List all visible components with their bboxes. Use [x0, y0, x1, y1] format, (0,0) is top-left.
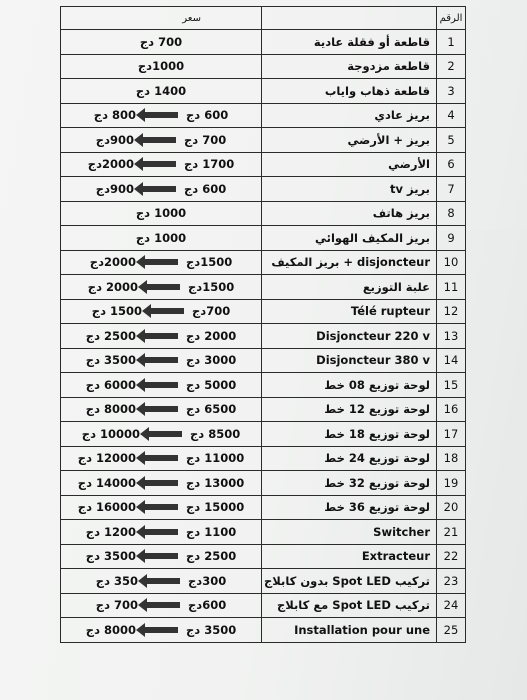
table-row: [61, 79, 466, 104]
row-number: 24: [437, 593, 466, 618]
left-arrow-icon: [144, 529, 178, 535]
item-name: تركيب Spot LED بدون كابلاج: [262, 569, 437, 594]
new-price: 700 دج: [95, 598, 138, 613]
price-change: [78, 451, 244, 465]
old-price: 3000 دج: [186, 353, 237, 368]
price-cell: [61, 79, 262, 104]
row-number: 9: [437, 226, 466, 251]
price-change: [82, 427, 240, 441]
item-name: لوحة توزيع 32 خط: [262, 471, 437, 496]
row-number: 5: [437, 128, 466, 153]
left-arrow-icon: [144, 406, 178, 412]
new-price: 14000 دج: [77, 475, 136, 490]
item-name: Extracteur: [262, 544, 437, 569]
item-name: قاطعة ذهاب واياب: [262, 79, 437, 104]
item-name: قاطعة مزدوجة: [262, 54, 437, 79]
price-cell: [61, 348, 262, 373]
old-price: 1000 دج: [135, 230, 187, 245]
old-price: 1000دج: [137, 59, 185, 74]
row-number: 23: [437, 569, 466, 594]
old-price: 1700 دج: [184, 157, 235, 172]
old-price: 700 دج: [139, 34, 183, 49]
price-change: [140, 35, 182, 49]
old-price: 2500 دج: [186, 549, 237, 564]
price-cell: [61, 128, 262, 153]
table-row: [61, 177, 466, 202]
new-price: 350 دج: [95, 573, 138, 588]
new-price: 12000 دج: [77, 451, 136, 466]
left-arrow-icon: [144, 504, 178, 510]
table-row: [61, 520, 466, 545]
price-cell: [61, 152, 262, 177]
old-price: 600 دج: [186, 108, 229, 123]
item-name: علبة التوزيع: [262, 275, 437, 300]
item-name: Disjoncteur 220 v: [262, 324, 437, 349]
table-row: [61, 103, 466, 128]
old-price: 1500دج: [186, 255, 233, 270]
table-row: [61, 422, 466, 447]
left-arrow-icon: [144, 553, 178, 559]
price-cell: [61, 422, 262, 447]
old-price: 8500 دج: [190, 426, 241, 441]
price-cell: [61, 275, 262, 300]
left-arrow-icon: [144, 455, 178, 461]
table-row: [61, 495, 466, 520]
table-row: [61, 618, 466, 643]
row-number: 7: [437, 177, 466, 202]
new-price: 900دج: [95, 181, 134, 196]
table-row: [61, 275, 466, 300]
table-row: [61, 324, 466, 349]
price-cell: [61, 544, 262, 569]
item-name: لوحة توزيع 08 خط: [262, 373, 437, 398]
old-price: 1500دج: [188, 279, 235, 294]
price-cell: [61, 226, 262, 251]
new-price: 1200 دج: [85, 524, 136, 539]
left-arrow-icon: [144, 480, 178, 486]
price-cell: [61, 569, 262, 594]
table-row: [61, 152, 466, 177]
left-arrow-icon: [142, 161, 176, 167]
new-price: 3500 دج: [85, 353, 136, 368]
row-number: 11: [437, 275, 466, 300]
left-arrow-icon: [144, 357, 178, 363]
row-number: 19: [437, 471, 466, 496]
price-change: [90, 255, 232, 269]
price-change: [96, 598, 226, 612]
left-arrow-icon: [146, 578, 180, 584]
old-price: 1000 دج: [135, 206, 187, 221]
item-name: بريز tv: [262, 177, 437, 202]
old-price: 6500 دج: [186, 402, 237, 417]
item-name: Switcher: [262, 520, 437, 545]
new-price: 10000 دج: [81, 426, 140, 441]
price-cell: [61, 54, 262, 79]
price-cell: [61, 593, 262, 618]
row-number: 16: [437, 397, 466, 422]
header-num: الرقم: [437, 7, 466, 30]
left-arrow-icon: [144, 259, 178, 265]
table-row: [61, 397, 466, 422]
row-number: 6: [437, 152, 466, 177]
new-price: 8000 دج: [85, 402, 136, 417]
row-number: 25: [437, 618, 466, 643]
left-arrow-icon: [144, 333, 178, 339]
row-number: 22: [437, 544, 466, 569]
item-name: لوحة توزيع 36 خط: [262, 495, 437, 520]
row-number: 17: [437, 422, 466, 447]
price-cell: [61, 299, 262, 324]
left-arrow-icon: [142, 137, 176, 143]
item-name: بريز + الأرضي: [262, 128, 437, 153]
table-row: [61, 201, 466, 226]
price-cell: [61, 30, 262, 55]
table-row: [61, 226, 466, 251]
item-name: disjoncteur + بريز المكيف: [262, 250, 437, 275]
item-name: Télé rupteur: [262, 299, 437, 324]
new-price: 6000 دج: [85, 377, 136, 392]
row-number: 10: [437, 250, 466, 275]
price-change: [86, 329, 236, 343]
price-change: [86, 353, 236, 367]
new-price: 2500 دج: [85, 328, 136, 343]
price-change: [88, 280, 234, 294]
price-change: [138, 59, 184, 73]
left-arrow-icon: [144, 382, 178, 388]
row-number: 14: [437, 348, 466, 373]
table-header-row: [61, 7, 466, 30]
table-row: [61, 348, 466, 373]
item-name: قاطعة أو فقلة عادية: [262, 30, 437, 55]
item-name: بريز المكيف الهوائي: [262, 226, 437, 251]
item-name: تركيب Spot LED مع كابلاج: [262, 593, 437, 618]
new-price: 1500 دج: [91, 304, 142, 319]
item-name: بريز عادي: [262, 103, 437, 128]
price-change: [86, 525, 236, 539]
left-arrow-icon: [146, 284, 180, 290]
row-number: 4: [437, 103, 466, 128]
row-number: 1: [437, 30, 466, 55]
price-change: [94, 108, 228, 122]
price-cell: [61, 618, 262, 643]
price-change: [86, 378, 236, 392]
new-price: 900دج: [95, 132, 134, 147]
item-name: بريز هاتف: [262, 201, 437, 226]
old-price: 600 دج: [184, 181, 227, 196]
old-price: 13000 دج: [186, 475, 245, 490]
row-number: 15: [437, 373, 466, 398]
left-arrow-icon: [146, 602, 180, 608]
new-price: 8000 دج: [85, 622, 136, 637]
item-name: الأرضي: [262, 152, 437, 177]
table-row: [61, 544, 466, 569]
price-cell: [61, 471, 262, 496]
price-change: [92, 304, 230, 318]
item-name: لوحة توزيع 12 خط: [262, 397, 437, 422]
price-change: [136, 231, 186, 245]
header-price: سعر: [61, 7, 262, 30]
item-name: لوحة توزيع 18 خط: [262, 422, 437, 447]
old-price: 15000 دج: [186, 500, 245, 515]
price-cell: [61, 495, 262, 520]
table-row: [61, 54, 466, 79]
new-price: 16000 دج: [77, 500, 136, 515]
row-number: 2: [437, 54, 466, 79]
price-change: [88, 157, 234, 171]
price-change: [96, 574, 226, 588]
new-price: 2000 دج: [87, 279, 138, 294]
item-name: Disjoncteur 380 v: [262, 348, 437, 373]
price-change: [86, 402, 236, 416]
left-arrow-icon: [142, 186, 176, 192]
price-cell: [61, 250, 262, 275]
price-change: [96, 133, 226, 147]
price-cell: [61, 373, 262, 398]
left-arrow-icon: [150, 308, 184, 314]
old-price: 11000 دج: [186, 451, 245, 466]
price-change: [96, 182, 226, 196]
old-price: 3500 دج: [186, 622, 237, 637]
table-row: [61, 128, 466, 153]
price-change: [136, 84, 186, 98]
table-row: [61, 446, 466, 471]
price-change: [136, 206, 186, 220]
new-price: 2000دج: [89, 255, 136, 270]
left-arrow-icon: [144, 627, 178, 633]
left-arrow-icon: [144, 112, 178, 118]
price-cell: [61, 520, 262, 545]
table-row: [61, 569, 466, 594]
old-price: 700 دج: [184, 132, 227, 147]
old-price: 2000 دج: [186, 328, 237, 343]
price-cell: [61, 177, 262, 202]
new-price: 2000دج: [87, 157, 134, 172]
price-cell: [61, 103, 262, 128]
table-row: [61, 373, 466, 398]
table-row: [61, 250, 466, 275]
price-change: [78, 500, 244, 514]
new-price: 3500 دج: [85, 549, 136, 564]
table-row: [61, 299, 466, 324]
price-cell: [61, 397, 262, 422]
row-number: 18: [437, 446, 466, 471]
price-change: [86, 623, 236, 637]
left-arrow-icon: [148, 431, 182, 437]
table-row: [61, 30, 466, 55]
old-price: 1400 دج: [135, 83, 187, 98]
item-name: Installation pour une: [262, 618, 437, 643]
old-price: 300دج: [188, 573, 227, 588]
new-price: 800 دج: [93, 108, 136, 123]
row-number: 21: [437, 520, 466, 545]
item-name: لوحة توزيع 24 خط: [262, 446, 437, 471]
row-number: 8: [437, 201, 466, 226]
row-number: 20: [437, 495, 466, 520]
header-name: [262, 7, 437, 30]
price-cell: [61, 201, 262, 226]
price-change: [86, 549, 236, 563]
old-price: 1100 دج: [186, 524, 237, 539]
table-row: [61, 471, 466, 496]
price-cell: [61, 324, 262, 349]
old-price: 5000 دج: [186, 377, 237, 392]
price-cell: [61, 446, 262, 471]
row-number: 12: [437, 299, 466, 324]
old-price: 600دج: [188, 598, 227, 613]
row-number: 13: [437, 324, 466, 349]
table-row: [61, 593, 466, 618]
price-table: [60, 6, 466, 643]
price-change: [78, 476, 244, 490]
old-price: 700دج: [192, 304, 231, 319]
row-number: 3: [437, 79, 466, 104]
